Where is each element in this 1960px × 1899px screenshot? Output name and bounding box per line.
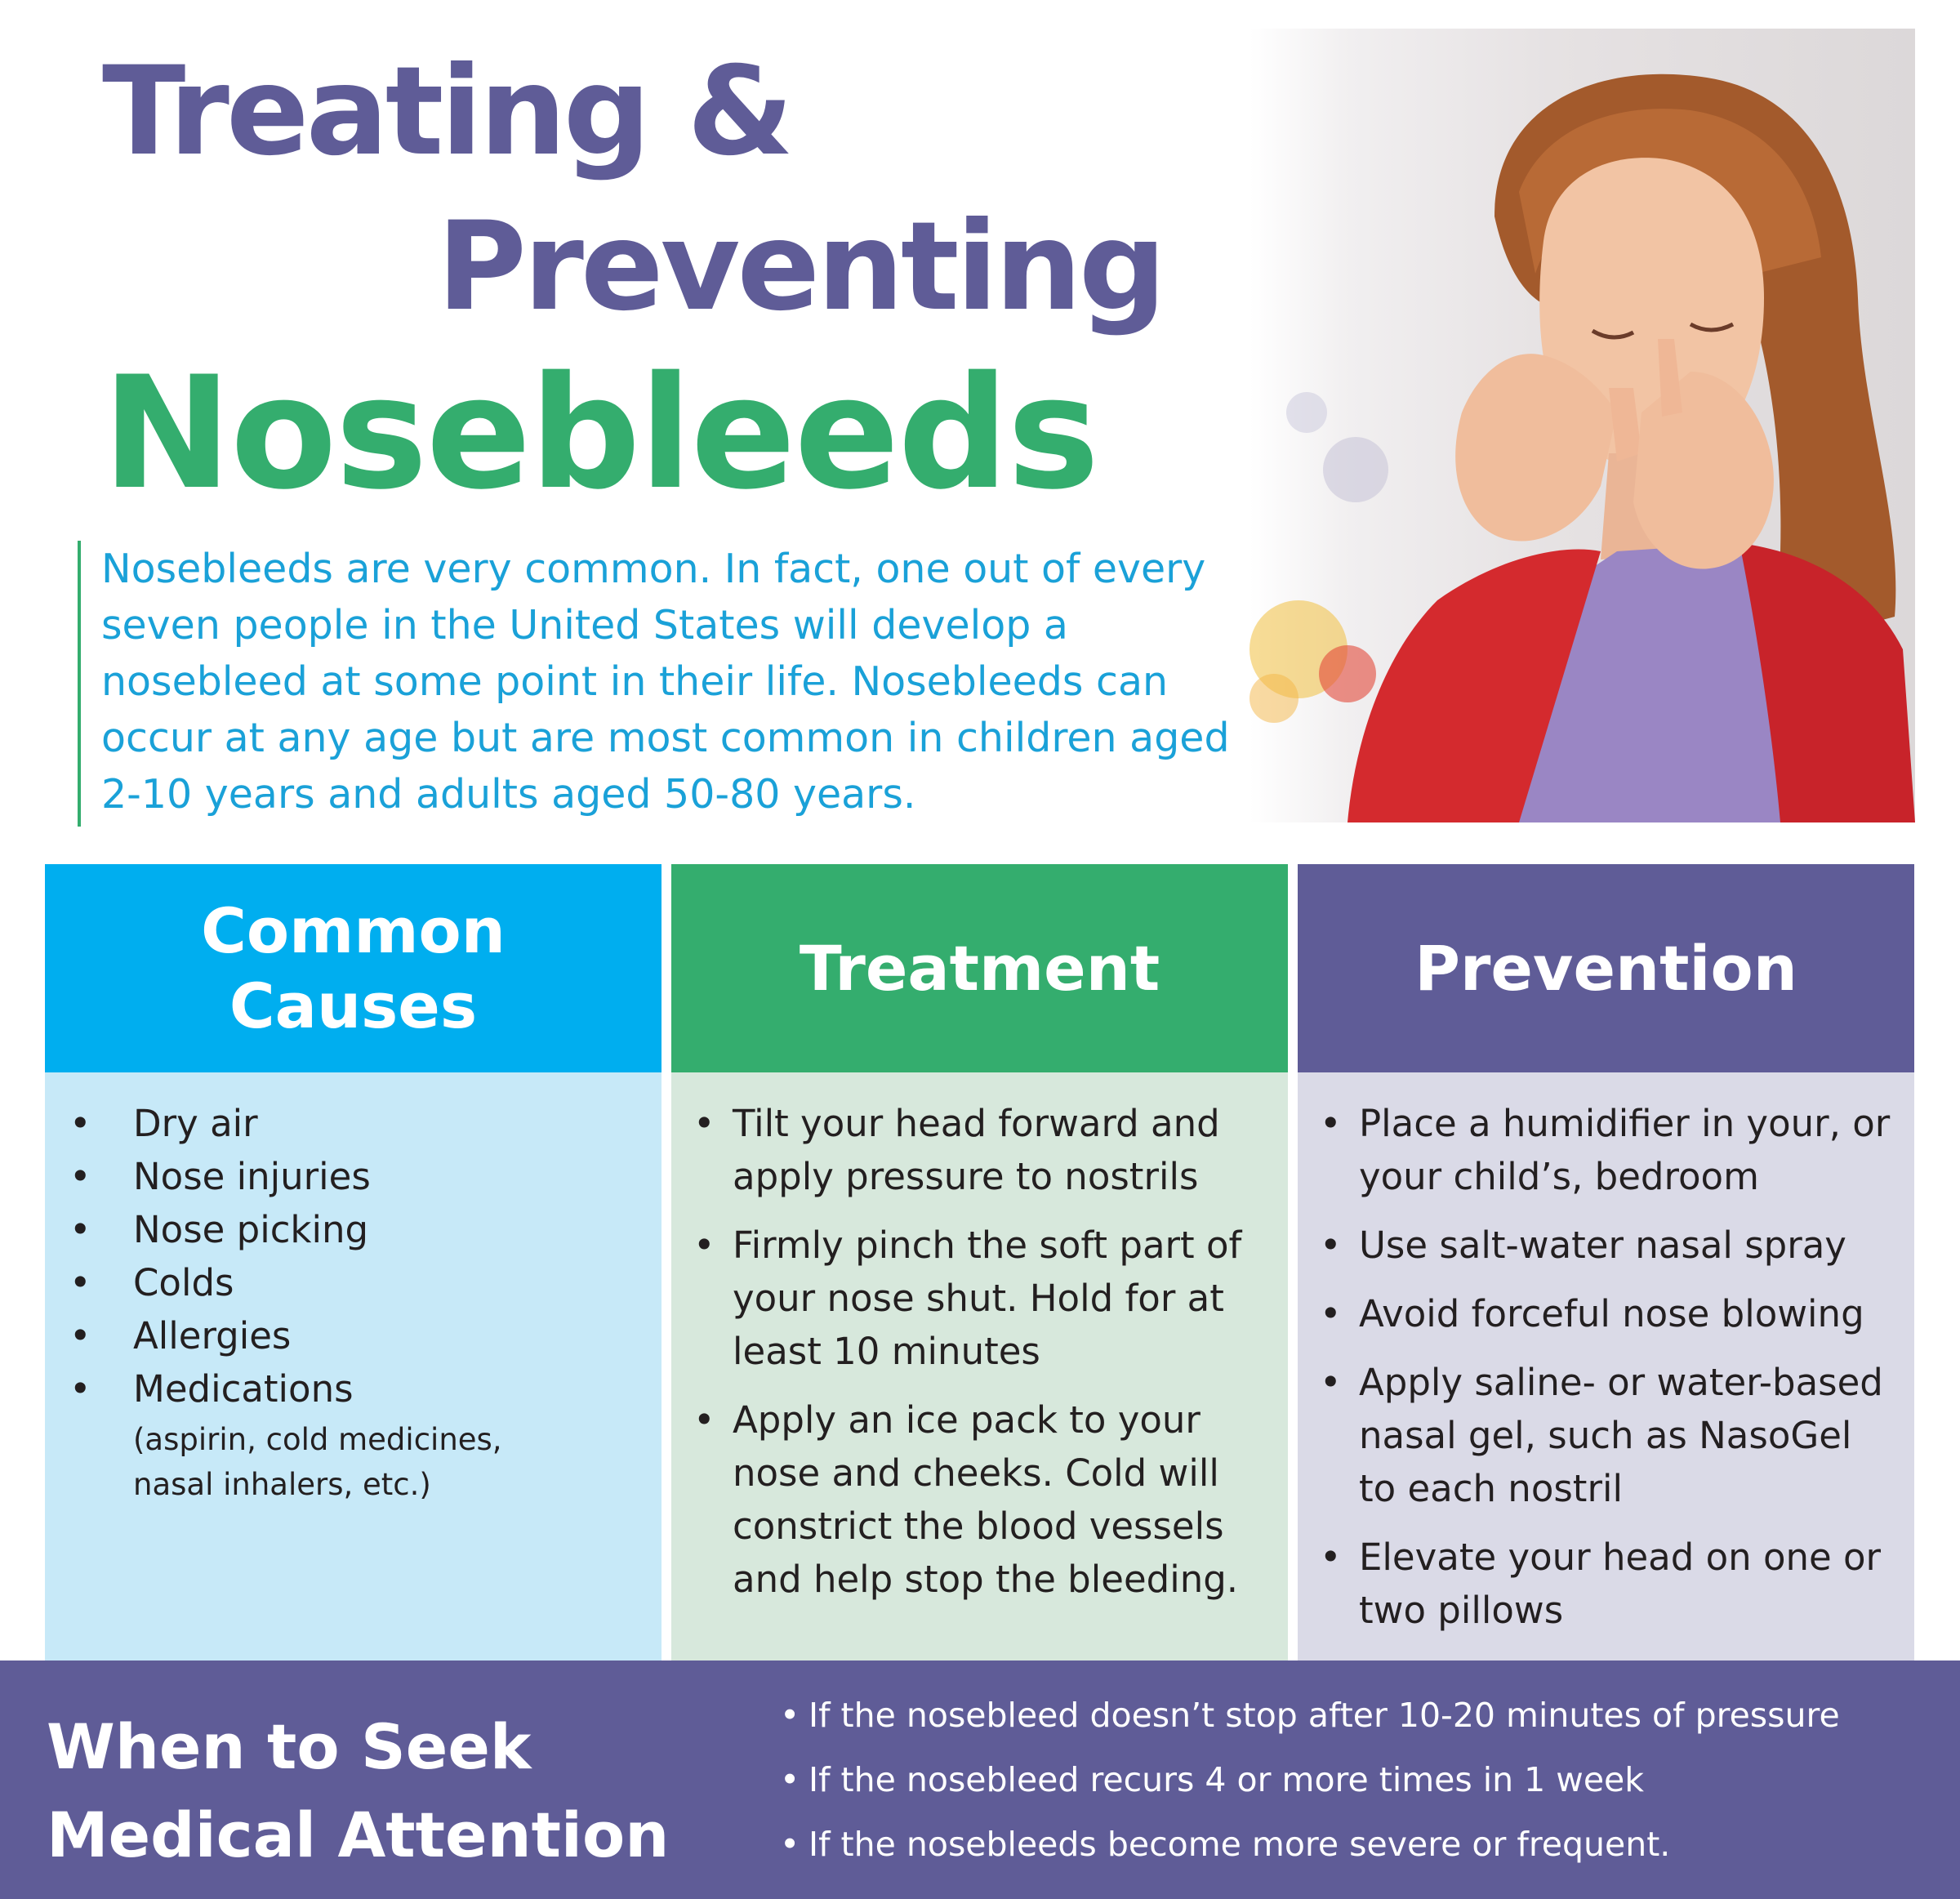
list-item-text: Use salt-water nasal spray — [1359, 1224, 1846, 1267]
bullet: • — [69, 1261, 91, 1304]
list-item — [780, 1812, 1840, 1877]
bullet: • — [69, 1102, 91, 1145]
heading-line: Causes — [229, 969, 478, 1042]
list-item-text: Nose injuries — [133, 1155, 371, 1198]
list-item-text: If the nosebleeds become more severe or frequent. — [808, 1825, 1671, 1864]
heading-line: When to Seek — [47, 1710, 532, 1783]
list-item-text: Dry air — [133, 1102, 258, 1145]
prevention-column — [1298, 864, 1914, 1661]
bullet: • — [693, 1102, 715, 1145]
note-line: nasal inhalers, etc.) — [133, 1467, 431, 1502]
intro-block — [78, 541, 1254, 827]
prevention-header — [1298, 864, 1914, 1072]
list-item — [1320, 1219, 1898, 1272]
title-nosebleeds: Nosebleeds — [102, 343, 1098, 524]
list-item — [69, 1362, 662, 1507]
list-item — [1320, 1356, 1898, 1515]
bullet: • — [780, 1696, 800, 1735]
list-item-text: Place a humidifier in your, or your child’s, bedroom — [1359, 1102, 1891, 1198]
bullet: • — [1320, 1292, 1342, 1335]
common-causes-body — [45, 1072, 662, 1661]
list-item-text: Tilt your head forward and apply pressure to nostrils — [733, 1102, 1220, 1198]
treatment-header — [671, 864, 1288, 1072]
treatment-column — [671, 864, 1288, 1661]
treatment-body — [671, 1072, 1288, 1661]
title-line-1: Treating & — [102, 41, 791, 183]
bullet: • — [1320, 1224, 1342, 1267]
list-item — [1320, 1097, 1898, 1203]
seek-list — [780, 1683, 1840, 1877]
list-item — [693, 1097, 1272, 1203]
bullet: • — [693, 1398, 715, 1442]
common-causes-heading — [201, 894, 506, 1044]
treatment-list — [671, 1097, 1288, 1606]
list-item-text: Firmly pinch the soft part of your nose shut. Hold for at least 10 minutes — [733, 1224, 1242, 1373]
list-item-text: Allergies — [133, 1314, 292, 1357]
prevention-list — [1298, 1097, 1914, 1637]
list-item — [69, 1256, 662, 1309]
common-causes-column — [45, 864, 662, 1661]
list-item — [69, 1150, 662, 1203]
bullet: • — [780, 1825, 800, 1864]
list-item-text: If the nosebleed recurs 4 or more times in 1 week — [808, 1760, 1645, 1799]
bullet: • — [1320, 1536, 1342, 1579]
bullet: • — [69, 1208, 91, 1251]
bullet: • — [1320, 1102, 1342, 1145]
list-item-text: Nose picking — [133, 1208, 369, 1251]
list-item-text: Avoid forceful nose blowing — [1359, 1292, 1864, 1335]
woman-pinching-nose-photo — [1250, 29, 1915, 822]
list-item — [693, 1219, 1272, 1378]
causes-list — [45, 1097, 662, 1507]
list-item — [780, 1748, 1840, 1812]
bullet: • — [780, 1760, 800, 1799]
seek-medical-attention-banner — [0, 1661, 1960, 1899]
bullet: • — [69, 1367, 91, 1411]
bullet: • — [1320, 1361, 1342, 1404]
list-item — [69, 1309, 662, 1362]
seek-medical-attention-heading — [47, 1703, 669, 1879]
list-item-text: Colds — [133, 1261, 234, 1304]
list-item-text: Apply an ice pack to your nose and cheeks. Cold will constrict the blood vessels and help stop the bleeding. — [733, 1398, 1239, 1601]
list-item-text: If the nosebleed doesn’t stop after 10-20 minutes of pressure — [808, 1696, 1840, 1735]
list-item-text: Elevate your head on one or two pillows — [1359, 1536, 1882, 1632]
prevention-heading: Prevention — [1414, 931, 1797, 1005]
heading-line: Common — [201, 894, 506, 967]
list-item — [780, 1683, 1840, 1748]
treatment-heading: Treatment — [799, 931, 1160, 1005]
list-item — [69, 1097, 662, 1150]
list-item — [69, 1203, 662, 1256]
intro-text: Nosebleeds are very common. In fact, one out of every seven people in the United States will develop a nosebleed at some point in their life. Nosebleeds can occur at any age but are most common in children aged 2-10 years and adults aged 50-80 years. — [101, 546, 1230, 818]
bullet: • — [69, 1314, 91, 1357]
title-line-2: Preventing — [437, 196, 1164, 338]
list-item-text: Apply saline- or water-based nasal gel, such as NasoGel to each nostril — [1359, 1361, 1883, 1510]
note-line: (aspirin, cold medicines, — [133, 1422, 502, 1457]
medications-note — [133, 1417, 662, 1507]
list-item-text: Medications — [133, 1367, 354, 1411]
list-item — [1320, 1287, 1898, 1340]
list-item — [693, 1393, 1272, 1606]
list-item — [1320, 1531, 1898, 1637]
bullet: • — [69, 1155, 91, 1198]
heading-line: Medical Attention — [47, 1799, 670, 1871]
prevention-body — [1298, 1072, 1914, 1661]
woman-illustration — [1250, 29, 1915, 822]
bullet: • — [693, 1224, 715, 1267]
common-causes-header — [45, 864, 662, 1072]
